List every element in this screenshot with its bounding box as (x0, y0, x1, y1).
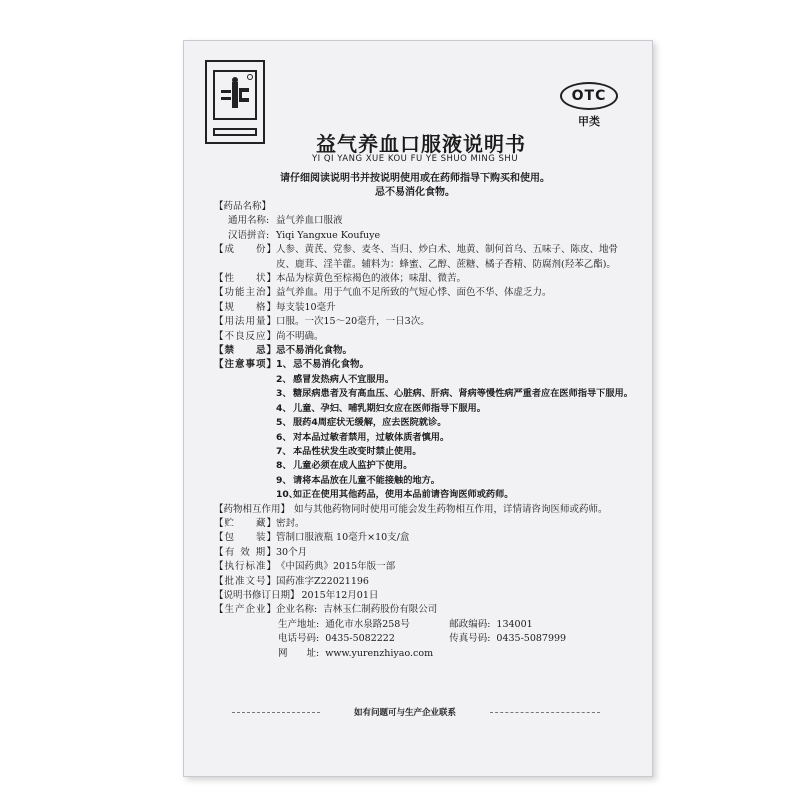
properties-value: 本品为棕黄色至棕褐色的液体；味甜、微苦。 (276, 273, 467, 285)
section-standard (214, 560, 634, 574)
contraindications-value: 忌不易消化食物。 (276, 345, 353, 357)
section-label: 【执行标准】 (214, 561, 276, 573)
section-adverse (214, 330, 634, 344)
section-label: 【不良反应】 (214, 330, 276, 342)
warning-line-1: 请仔细阅读说明书并按说明使用或在药师指导下购买和使用。 (280, 173, 550, 184)
company-name: 吉林玉仁制药股份有限公司 (323, 604, 438, 616)
field-label: 企业名称: (276, 604, 318, 616)
field-label: 生产地址: (278, 618, 320, 630)
pinyin-name-value: Yiqi Yangxue Koufuye (276, 229, 381, 241)
footer-divider-right (490, 712, 600, 713)
precaution-text: 忌不易消化食物。 (293, 359, 370, 371)
precaution-item: 3、 糖尿病患者及有高血压、心脏病、肝病、肾病等慢性病严重者应在医师指导下服用。 (276, 388, 633, 400)
field-label: 网 址: (278, 647, 320, 659)
field-label: 邮政编码: (449, 618, 491, 630)
logo-bar (213, 128, 257, 136)
section-properties (214, 272, 634, 286)
validity-value: 30个月 (276, 546, 308, 558)
precaution-item: 2、 感冒发热病人不宜服用。 (276, 373, 395, 385)
storage-value: 密封。 (276, 517, 305, 529)
precaution-item: 10、 如正在使用其他药品，使用本品前请咨询医师或药师。 (276, 489, 514, 501)
section-interactions (214, 503, 634, 517)
otc-badge: OTC (560, 82, 618, 110)
section-label: 【贮 藏】 (214, 517, 276, 529)
standard-value: 《中国药典》2015年版一部 (276, 561, 396, 573)
interactions-value: 如与其他药物同时使用可能会发生药物相互作用，详情请咨询医师或药师。 (294, 503, 608, 515)
section-label: 【规 格】 (214, 301, 276, 313)
field-label: 传真号码: (449, 633, 491, 645)
precaution-item: 6、 对本品过敏者禁用，过敏体质者慎用。 (276, 431, 450, 443)
section-label: 【说明书修订日期】 (214, 589, 300, 601)
company-fax: 0435-5087999 (496, 633, 567, 645)
section-contraindications (214, 344, 634, 358)
warning-line-2: 忌不易消化食物。 (375, 187, 455, 198)
section-label: 【药品名称】 (214, 201, 272, 212)
common-name-row (214, 214, 634, 228)
section-label: 【注意事项】 (214, 359, 276, 371)
company-logo (205, 60, 265, 144)
precaution-number: 1、 (276, 359, 293, 371)
field-label: 电话号码: (278, 633, 320, 645)
logo-emblem-frame (213, 70, 257, 120)
instruction-content (214, 200, 634, 661)
section-label: 【批准文号】 (214, 575, 276, 587)
section-indications (214, 286, 634, 300)
section-dosage (214, 315, 634, 329)
section-label: 【用法用量】 (214, 316, 276, 328)
company-phone: 0435-5082222 (325, 633, 395, 645)
section-label: 【功能主治】 (214, 287, 276, 299)
section-label: 【性 状】 (214, 273, 276, 285)
revision-value: 2015年12月01日 (301, 589, 379, 601)
field-label: 通用名称: (228, 215, 270, 227)
field-label: 汉语拼音: (228, 229, 270, 241)
title-pinyin: YI QI YANG XUE KOU FU YE SHUO MING SHU (311, 154, 519, 164)
logo-glyph-icon (215, 72, 255, 118)
footer-contact-note: 如有问题可与生产企业联系 (320, 706, 490, 718)
ingredients-value: 人参、黄芪、党参、麦冬、当归、炒白术、地黄、制何首乌、五味子、陈皮、地骨皮、鹿茸、淫羊藿。辅料为：蜂蜜、乙醇、蔗糖、橘子香精、防腐剂(羟苯乙酯)。 (276, 244, 619, 270)
section-revision (214, 589, 634, 603)
dosage-value: 口服。一次15～20毫升，一日3次。 (276, 316, 430, 328)
section-drug-name (214, 200, 634, 214)
common-name-value: 益气养血口服液 (276, 215, 343, 227)
specification-value: 每支装10毫升 (276, 301, 336, 313)
precaution-item: 5、 服药4周症状无缓解，应去医院就诊。 (276, 417, 447, 429)
precaution-item: 7、 本品性状发生改变时禁止使用。 (276, 445, 422, 457)
company-postcode: 134001 (496, 618, 533, 630)
otc-category: 甲类 (578, 115, 600, 128)
approval-value: 国药准字Z22021196 (276, 575, 369, 587)
section-label: 【生产企业】 (214, 604, 276, 616)
section-validity (214, 546, 634, 560)
section-label: 【有 效 期】 (214, 546, 276, 558)
pinyin-name-row (214, 229, 634, 243)
package-value: 管制口服液瓶 10毫升×10支/盒 (276, 532, 410, 544)
precaution-item: 9、 请将本品放在儿童不能接触的地方。 (276, 474, 440, 486)
section-storage (214, 517, 634, 531)
section-manufacturer (214, 603, 634, 661)
section-label: 【药物相互作用】 (214, 503, 291, 515)
company-address: 通化市水泉路258号 (325, 618, 410, 630)
section-label: 【成 份】 (214, 244, 276, 256)
section-ingredients (214, 243, 634, 272)
usage-warning (200, 172, 630, 200)
section-specification (214, 301, 634, 315)
document-title: 益气养血口服液说明书 (316, 132, 526, 156)
section-approval (214, 575, 634, 589)
section-label: 【包 装】 (214, 532, 276, 544)
adverse-value: 尚不明确。 (276, 330, 324, 342)
section-precautions (214, 358, 634, 372)
section-label: 【禁 忌】 (214, 345, 276, 357)
indications-value: 益气养血。用于气血不足所致的气短心悸、面色不华、体虚乏力。 (276, 287, 552, 299)
precaution-item: 4、 儿童、孕妇、哺乳期妇女应在医师指导下服用。 (276, 402, 486, 414)
section-package (214, 531, 634, 545)
footer-divider-left (232, 712, 320, 713)
company-website: www.yurenzhiyao.com (325, 647, 434, 659)
precaution-item: 8、 儿童必须在成人监护下使用。 (276, 460, 413, 472)
